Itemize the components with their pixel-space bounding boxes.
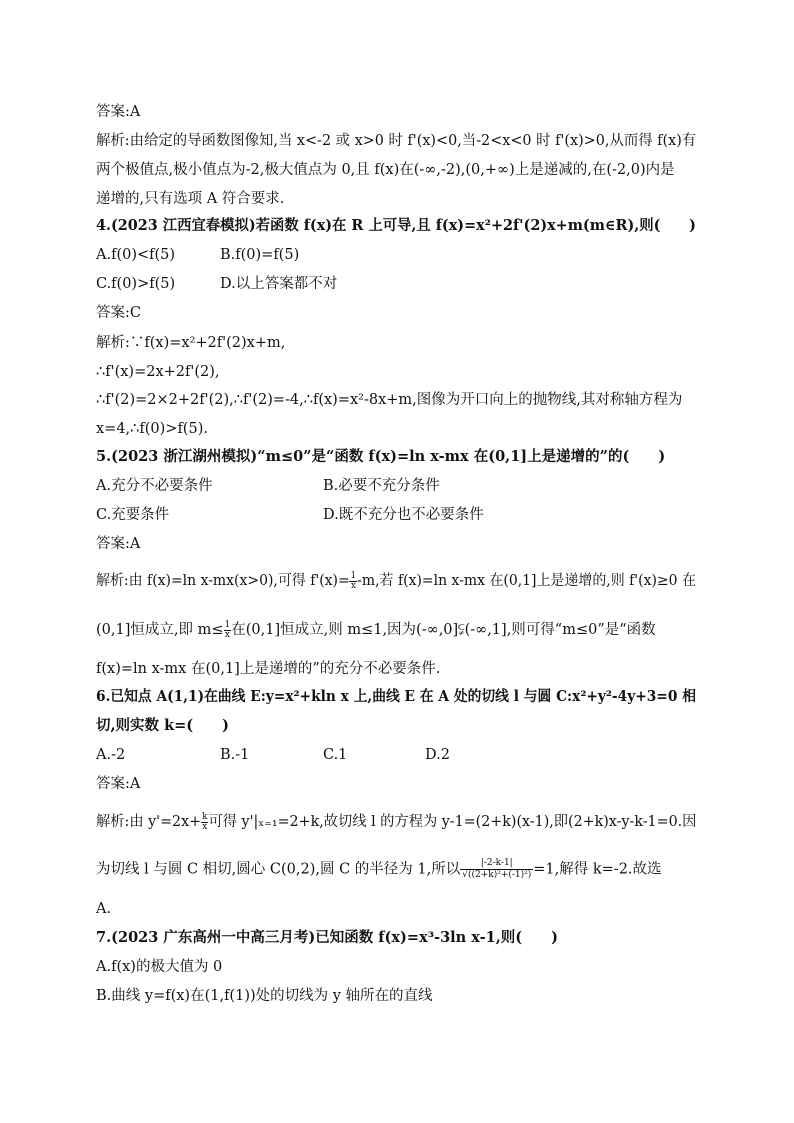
explanation-4-line-1: 解析:∵f(x)=x²+2f'(2)x+m, [96,335,286,351]
option-4-a: A.f(0)<f(5) [96,247,176,263]
fraction-1-over-x: $\frac{1}{x}$ [224,619,231,640]
explanation-5-line-1: 解析:由 f(x)=ln x-mx(x>0),可得 f'(x)= $\frac{1}{x}$ -m,若 f(x)=ln x-mx 在(0,1]上是递增的,则 f'(x)≥0 在 [96,570,696,591]
option-5-a: A.充分不必要条件 [96,478,213,494]
answer-3: 答案:A [96,104,141,120]
option-6-c: C.1 [323,747,348,763]
option-7-b: B.曲线 y=f(x)在(1,f(1))处的切线为 y 轴所在的直线 [96,988,433,1004]
fraction-k-over-x: $\frac{k}{x}$ [202,811,208,832]
question-6-options [96,745,450,765]
explanation-5-line-2: (0,1]恒成立,即 m≤ $\frac{1}{x}$ 在(0,1]恒成立,则 m≤1,因为(-∞,0]⫋(-∞,1],则可得“m≤0”是“函数 [96,619,656,640]
option-6-b: B.-1 [220,747,250,763]
option-5-b: B.必要不充分条件 [323,478,440,494]
explanation-6-line-1: 解析:由 y'=2x+ $\frac{k}{x}$ 可得 y'|ₓ₌₁=2+k,故切线 l 的方程为 y-1=(2+k)(x-1),即(2+k)x-y-k-1=0.因 [96,811,697,832]
explanation-6-line-3: A. [96,901,112,917]
option-4-d: D.以上答案都不对 [220,276,338,292]
explanation-4-line-4: x=4,∴f(0)>f(5). [96,421,208,437]
option-5-d: D.既不充分也不必要条件 [323,507,484,523]
explanation-3-line-1: 解析:由给定的导函数图像知,当 x<-2 或 x>0 时 f'(x)<0,当-2<x<0 时 f'(x)>0,从而得 f(x)有 [96,133,697,149]
fraction-1-over-x: $\frac{1}{x}$ [350,570,357,591]
question-5: 5.(2023 浙江湖州模拟)“m≤0”是“函数 f(x)=ln x-mx 在(0,1]上是递增的”的( ) [96,448,666,465]
question-4-options-row-2 [96,274,337,294]
option-7-a: A.f(x)的极大值为 0 [96,959,223,975]
option-6-d: D.2 [425,747,450,763]
answer-5: 答案:A [96,536,141,552]
question-4: 4.(2023 江西宜春模拟)若函数 f(x)在 R 上可导,且 f(x)=x²+2f'(2)x+m(m∈R),则( ) [96,217,696,234]
question-5-options-row-1 [96,476,440,496]
question-6-line-2: 切,则实数 k=( ) [96,717,230,734]
option-4-b: B.f(0)=f(5) [220,247,300,263]
option-4-c: C.f(0)>f(5) [96,276,176,292]
explanation-4-line-2: ∴f'(x)=2x+2f'(2), [96,364,220,380]
explanation-4-line-3: ∴f'(2)=2×2+2f'(2),∴f'(2)=-4,∴f(x)=x²-8x+m,图像为开口向上的抛物线,其对称轴方程为 [96,392,683,408]
answer-6: 答案:A [96,776,141,792]
question-7: 7.(2023 广东高州一中高三月考)已知函数 f(x)=x³-3ln x-1,则( ) [96,929,559,946]
question-6-line-1: 6.已知点 A(1,1)在曲线 E:y=x²+kln x 上,曲线 E 在 A 处的切线 l 与圆 C:x²+y²-4y+3=0 相 [96,688,696,705]
question-5-options-row-2 [96,505,484,525]
question-4-options-row-1 [96,245,299,265]
explanation-6-line-2: 为切线 l 与圆 C 相切,圆心 C(0,2),圆 C 的半径为 1,所以 $\frac{|-2-k-1|}{\text{√((2+k)²+(-1)²)}}$ =1,解得 k=-2.故选 [96,858,662,880]
explanation-3-line-2: 两个极值点,极小值点为-2,极大值点为 0,且 f(x)在(-∞,-2),(0,+∞)上是递减的,在(-2,0)内是 [96,162,675,178]
explanation-3-line-3: 递增的,只有选项 A 符合要求. [96,191,285,207]
distance-fraction: $\frac{|-2-k-1|}{\text{√((2+k)²+(-1)²)}}$ [462,858,532,880]
option-6-a: A.-2 [96,747,126,763]
answer-4: 答案:C [96,305,141,321]
explanation-5-line-3: f(x)=ln x-mx 在(0,1]上是递增的”的充分不必要条件. [96,661,441,677]
option-5-c: C.充要条件 [96,507,170,523]
